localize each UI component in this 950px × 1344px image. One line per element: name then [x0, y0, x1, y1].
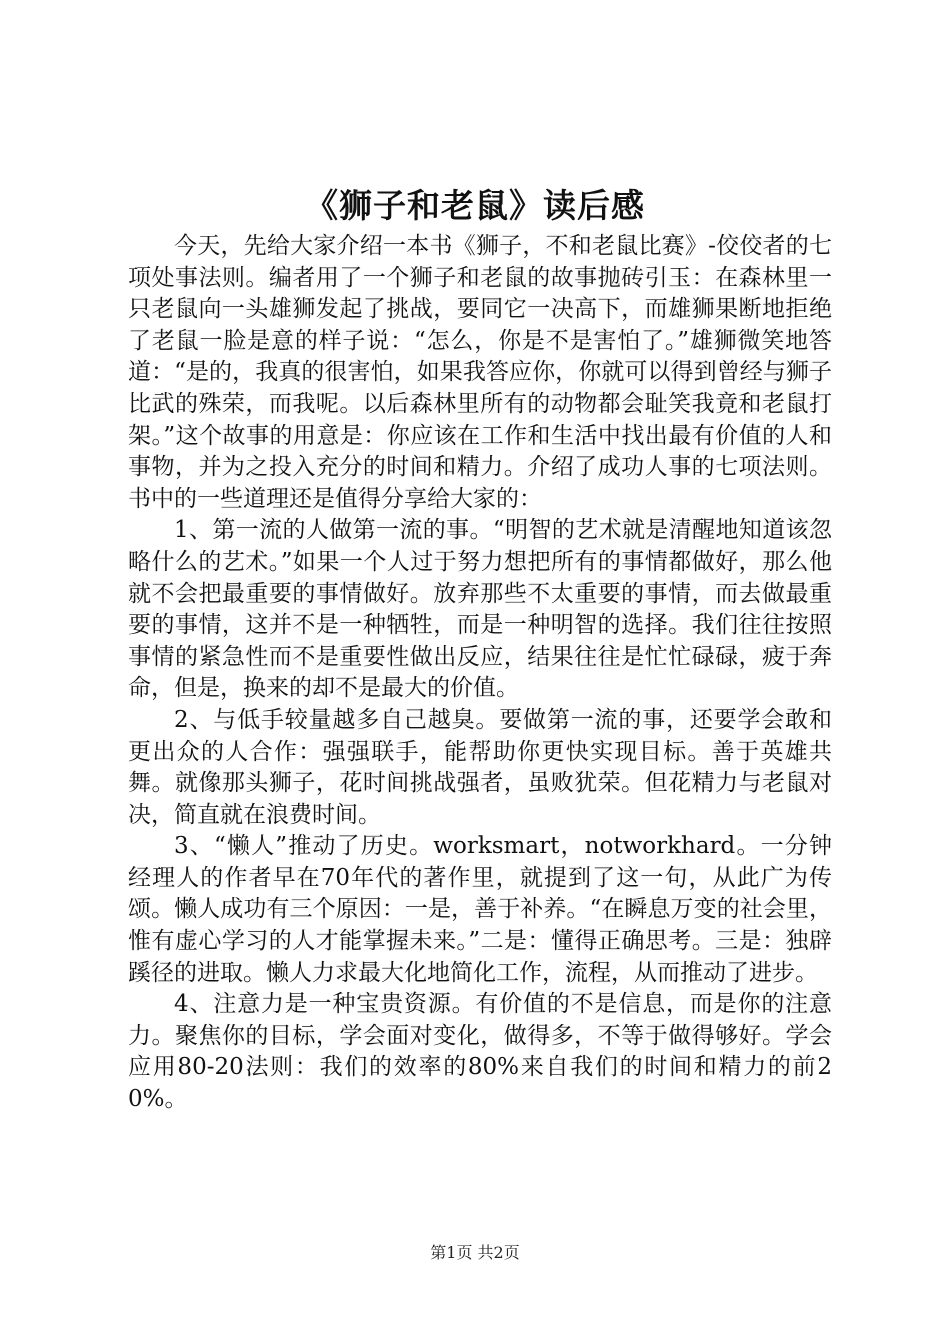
paragraph-point-4: 4、注意力是一种宝贵资源。有价值的不是信息，而是你的注意力。聚焦你的目标，学会面对变化，做得多，不等于做得够好。学会应用80-20法则：我们的效率的80%来自我们的时间和精力的前20%。 — [128, 991, 832, 1113]
paragraph-point-3: 3、“懒人”推动了历史。worksmart，notworkhard。一分钟经理人的作者早在70年代的著作里，就提到了这一句，从此广为传颂。懒人成功有三个原因：一是，善于补养。“在瞬息万变的社会里，惟有虚心学习的人才能掌握未来。”二是：懂得正确思考。三是：独辟蹊径的进取。懒人力求最大化地简化工作，流程，从而推动了进步。 — [128, 833, 832, 986]
page-number-footer: 第1页 共2页 — [430, 1243, 520, 1262]
document-body — [128, 231, 832, 1116]
paragraph-intro: 今天，先给大家介绍一本书《狮子，不和老鼠比赛》-佼佼者的七项处事法则。编者用了一个狮子和老鼠的故事抛砖引玉：在森林里一只老鼠向一头雄狮发起了挑战，要同它一决高下，而雄狮果断地拒绝了老鼠一脸是意的样子说：“怎么，你是不是害怕了。”雄狮微笑地答道：“是的，我真的很害怕，如果我答应你，你就可以得到曾经与狮子比武的殊荣，而我呢。以后森林里所有的动物都会耻笑我竟和老鼠打架。”这个故事的用意是：你应该在工作和生活中找出最有价值的人和事物，并为之投入充分的时间和精力。介绍了成功人事的七项法则。书中的一些道理还是值得分享给大家的： — [128, 233, 832, 512]
document-title: 《狮子和老鼠》读后感 — [305, 186, 645, 225]
paragraph-point-2: 2、与低手较量越多自己越臭。要做第一流的事，还要学会敢和更出众的人合作：强强联手，能帮助你更快实现目标。善于英雄共舞。就像那头狮子，花时间挑战强者，虽败犹荣。但花精力与老鼠对决，简直就在浪费时间。 — [128, 706, 832, 828]
paragraph-point-1: 1、第一流的人做第一流的事。“明智的艺术就是清醒地知道该忽略什么的艺术。”如果一个人过于努力想把所有的事情都做好，那么他就不会把最重要的事情做好。放弃那些不太重要的事情，而去做最重要的事情，这并不是一种牺牲，而是一种明智的选择。我们往往按照事情的紧急性而不是重要性做出反应，结果往往是忙忙碌碌，疲于奔命，但是，换来的却不是最大的价值。 — [128, 517, 832, 702]
